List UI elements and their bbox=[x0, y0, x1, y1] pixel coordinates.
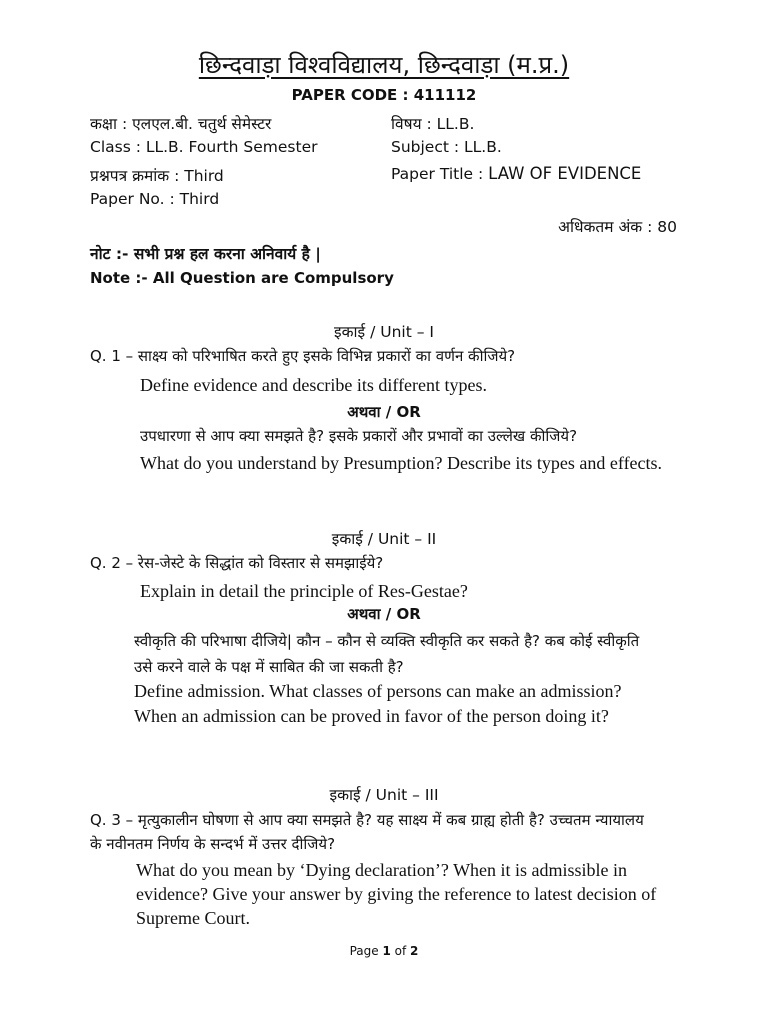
question-2-alternate-hindi: स्वीकृति की परिभाषा दीजिये| कौन – कौन से व्यक्ति स्वीकृति कर सकते है? कब कोई स्वीकृति उसे करने वाले के पक्ष में साबित की जा सकती है? bbox=[134, 632, 640, 676]
question-2-hindi: Q. 2 – रेस-जेस्टे के सिद्धांत को विस्तार से समझाईये? bbox=[90, 554, 384, 572]
page-of-label: of bbox=[390, 944, 411, 958]
question-3-hindi: Q. 3 – मृत्युकालीन घोषणा से आप क्या समझते है? यह साक्ष्य में कब ग्राह्य होती है? उच्चतम न्यायालय के नवीनतम निर्णय के सन्दर्भ में उत्तर दीजिये? bbox=[90, 811, 644, 853]
unit-2-heading: इकाई / Unit – II bbox=[331, 530, 437, 548]
total-pages: 2 bbox=[410, 944, 419, 958]
class-english: Class : LL.B. Fourth Semester bbox=[90, 138, 318, 156]
paper-title-row bbox=[391, 164, 641, 183]
question-1-hindi: Q. 1 – साक्ष्य को परिभाषित करते हुए इसके विभिन्न प्रकारों का वर्णन कीजिये? bbox=[90, 347, 516, 365]
note-hindi: नोट :- सभी प्रश्न हल करना अनिवार्य है | bbox=[90, 245, 321, 263]
question-2-alternate-english: Define admission. What classes of persons can make an admission? When an admission can be proved in favor of the person doing it? bbox=[134, 681, 622, 726]
paper-number-english: Paper No. : Third bbox=[90, 190, 220, 208]
question-2-english: Explain in detail the principle of Res-Gestae? bbox=[140, 581, 468, 601]
question-1-english: Define evidence and describe its different types. bbox=[140, 375, 488, 395]
current-page: 1 bbox=[382, 944, 391, 958]
page-label: Page bbox=[349, 944, 383, 958]
or-separator: अथवा / OR bbox=[347, 605, 421, 623]
note-english: Note :- All Question are Compulsory bbox=[90, 269, 394, 287]
university-title: छिन्दवाड़ा विश्वविद्यालय, छिन्दवाड़ा (म.प्र.) bbox=[198, 51, 570, 79]
question-1-alternate-hindi: उपधारणा से आप क्या समझते है? इसके प्रकारों और प्रभावों का उल्लेख कीजिये? bbox=[140, 427, 578, 445]
question-1-alternate-english: What do you understand by Presumption? Describe its types and effects. bbox=[140, 453, 663, 473]
paper-code: PAPER CODE : 411112 bbox=[291, 86, 477, 104]
or-separator: अथवा / OR bbox=[347, 403, 421, 421]
subject-hindi: विषय : LL.B. bbox=[391, 115, 475, 133]
page-footer bbox=[0, 944, 768, 958]
unit-3-heading: इकाई / Unit – III bbox=[329, 786, 439, 804]
subject-english: Subject : LL.B. bbox=[391, 138, 502, 156]
max-marks: अधिकतम अंक : 80 bbox=[558, 218, 677, 236]
question-3-english: What do you mean by ‘Dying declaration’? When it is admissible in evidence? Give your answer by giving the reference to latest decision of Supreme Court. bbox=[136, 860, 657, 928]
paper-title-label: Paper Title : bbox=[391, 165, 489, 183]
class-hindi: कक्षा : एलएल.बी. चतुर्थ सेमेस्टर bbox=[90, 115, 272, 133]
unit-1-heading: इकाई / Unit – I bbox=[334, 323, 434, 341]
paper-number-hindi: प्रश्नपत्र क्रमांक : Third bbox=[90, 167, 224, 185]
paper-title: LAW OF EVIDENCE bbox=[488, 164, 642, 183]
